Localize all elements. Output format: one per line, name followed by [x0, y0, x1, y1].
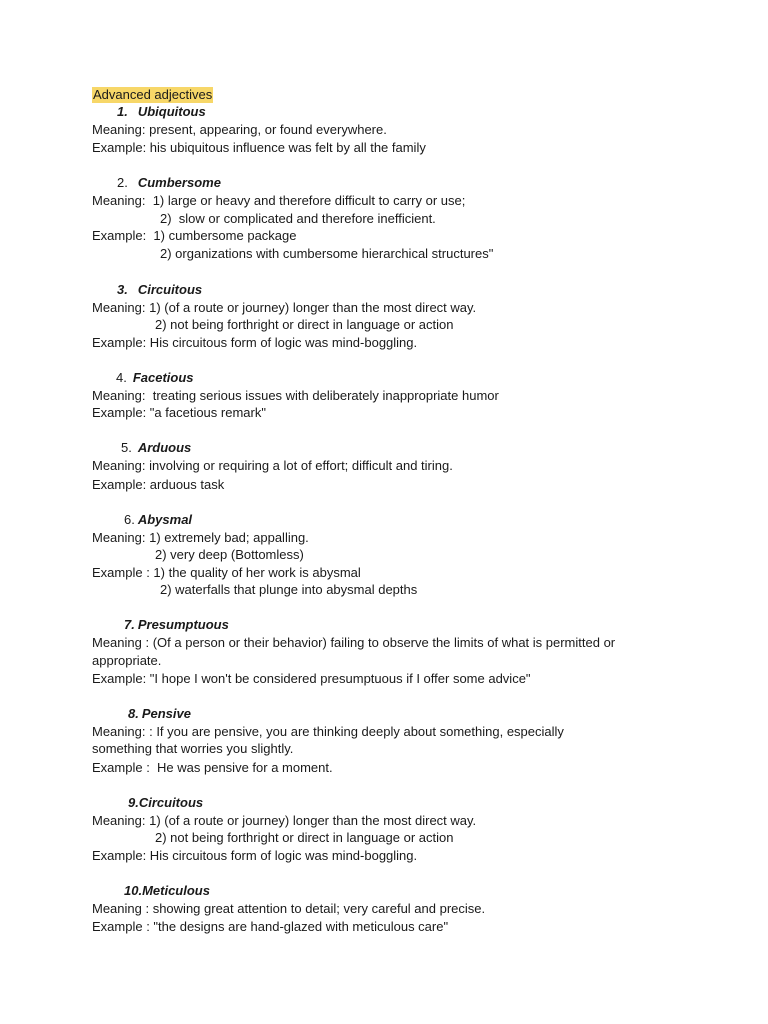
adjective-heading [124, 617, 229, 633]
adjective-number: 1. [117, 104, 128, 119]
adjective-number: 6. [124, 512, 135, 527]
adjective-number: 8. [128, 706, 139, 721]
adjective-word: Meticulous [142, 883, 210, 898]
meaning-line: Meaning: 1) (of a route or journey) longer than the most direct way. [92, 813, 477, 828]
adjective-word: Cumbersome [137, 175, 221, 190]
adjective-number: 7. [124, 617, 135, 632]
meaning-line: Meaning: involving or requiring a lot of effort; difficult and tiring. [92, 458, 453, 473]
adjective-heading [124, 512, 192, 528]
document-title: Advanced adjectives [93, 87, 213, 102]
meaning-line: Meaning: 1) extremely bad; appalling. [92, 530, 309, 545]
example-line: Example: His circuitous form of logic was mind-boggling. [92, 848, 418, 863]
meaning-line: Meaning : (Of a person or their behavior) failing to observe the limits of what is permitted or [92, 635, 616, 650]
meaning-line: Meaning: : If you are pensive, you are thinking deeply about something, especially [92, 724, 564, 739]
adjective-number: 4. [116, 370, 127, 385]
example-line: Example: his ubiquitous influence was felt by all the family [92, 140, 426, 155]
adjective-word: Abysmal [137, 512, 193, 527]
meaning-line: Meaning: 1) (of a route or journey) longer than the most direct way. [92, 300, 477, 315]
adjective-word: Circuitous [137, 282, 203, 297]
meaning-line: Meaning: present, appearing, or found everywhere. [92, 122, 387, 137]
adjective-word: Presumptuous [137, 617, 229, 632]
meaning-line: 2) very deep (Bottomless) [155, 547, 304, 562]
meaning-line: something that worries you slightly. [92, 741, 294, 756]
example-line: Example: "I hope I won't be considered presumptuous if I offer some advice" [92, 671, 531, 686]
meaning-line: Meaning : showing great attention to detail; very careful and precise. [92, 901, 486, 916]
adjective-number: 10. [124, 883, 143, 898]
adjective-heading [117, 282, 202, 298]
adjective-word: Circuitous [138, 795, 204, 810]
example-line: Example: His circuitous form of logic was mind-boggling. [92, 335, 418, 350]
adjective-number: 9. [128, 795, 139, 810]
meaning-line: 2) waterfalls that plunge into abysmal depths [160, 582, 418, 597]
meaning-line: 2) not being forthright or direct in language or action [155, 317, 454, 332]
adjective-heading [128, 706, 191, 722]
adjective-word: Ubiquitous [137, 104, 206, 119]
adjective-heading [124, 883, 210, 899]
meaning-line: 2) not being forthright or direct in language or action [155, 830, 454, 845]
adjective-word: Arduous [137, 440, 192, 455]
adjective-number: 3. [117, 282, 128, 297]
adjective-heading [117, 104, 206, 120]
meaning-line: Meaning: treating serious issues with deliberately inappropriate humor [92, 388, 499, 403]
adjective-heading [116, 370, 194, 386]
example-line: Example: "a facetious remark" [92, 405, 266, 420]
example-line: Example : "the designs are hand-glazed with meticulous care" [92, 919, 449, 934]
meaning-line: 2) slow or complicated and therefore inefficient. [160, 211, 436, 226]
adjective-word: Pensive [141, 706, 191, 721]
adjective-number: 2. [117, 175, 128, 190]
adjective-number: 5. [121, 440, 132, 455]
meaning-line: appropriate. [92, 653, 162, 668]
meaning-line: Meaning: 1) large or heavy and therefore difficult to carry or use; [92, 193, 466, 208]
adjective-word: Facetious [132, 370, 194, 385]
example-line: Example: arduous task [92, 477, 225, 492]
adjective-heading [117, 175, 221, 191]
adjective-heading [128, 795, 203, 811]
example-line: Example : He was pensive for a moment. [92, 760, 333, 775]
example-line: Example: 1) cumbersome package [92, 228, 297, 243]
example-line: Example : 1) the quality of her work is abysmal [92, 565, 361, 580]
meaning-line: 2) organizations with cumbersome hierarchical structures" [160, 246, 494, 261]
adjective-heading [121, 440, 191, 456]
